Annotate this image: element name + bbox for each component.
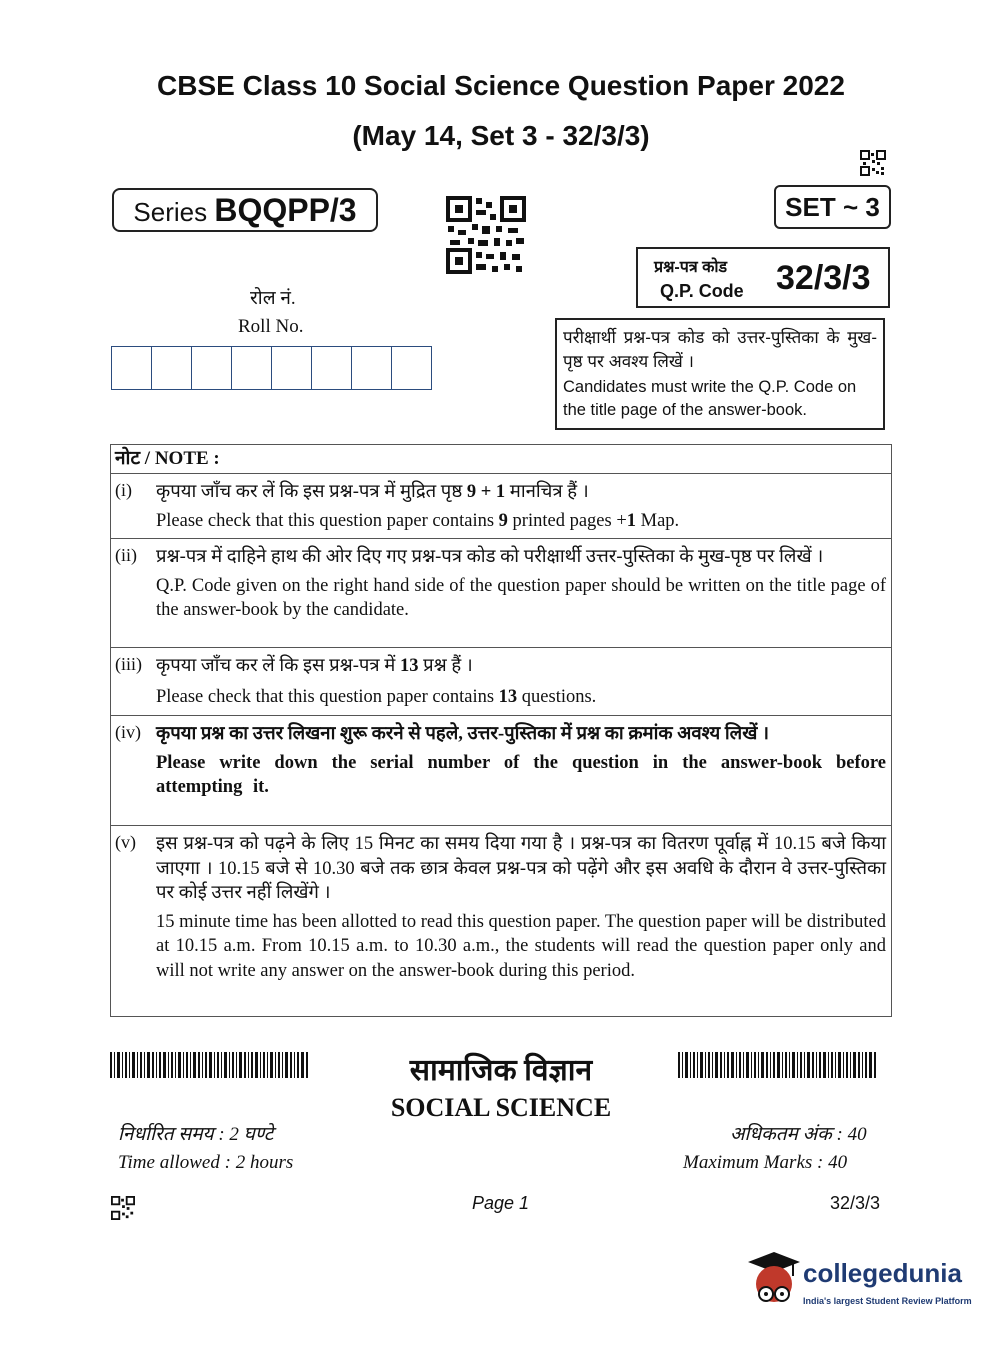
page-number: Page 1 <box>472 1193 530 1213</box>
note-text: Please write down the serial number of the question in the answer-book before attempting it. <box>156 752 886 797</box>
qp-code-label-hindi: प्रश्न-पत्र कोड <box>654 259 728 276</box>
roll-label-hindi: रोल नं. <box>250 288 296 309</box>
note-item <box>111 826 891 1016</box>
note-text-part: 9 <box>498 510 508 531</box>
note-text-hindi: प्रश्न-पत्र में दाहिने हाथ की ओर दिए गए प्रश्न-पत्र कोड को परीक्षार्थी उत्तर-पुस्तिका के मुख-पृष्ठ पर लिखें । <box>156 547 824 567</box>
note-text <box>156 509 886 534</box>
note-item <box>111 716 891 826</box>
page-title: CBSE Class 10 Social Science Question Paper 2022 <box>157 70 845 101</box>
collegedunia-mascot-icon <box>744 1250 802 1310</box>
subject-title: SOCIAL SCIENCE <box>390 1093 612 1122</box>
roll-digit-box[interactable] <box>392 347 431 389</box>
roll-digit-box[interactable] <box>192 347 232 389</box>
roll-digit-box[interactable] <box>272 347 312 389</box>
note-text <box>156 685 886 710</box>
time-allowed: Time allowed : 2 hours <box>118 1152 294 1173</box>
page-subtitle: (May 14, Set 3 - 32/3/3) <box>352 120 650 151</box>
note-number: (iii) <box>115 654 142 674</box>
qp-code-value: 32/3/3 <box>776 259 871 297</box>
roll-number-grid[interactable] <box>111 346 432 390</box>
roll-label: Roll No. <box>238 316 304 337</box>
note-text-part: printed pages + <box>507 510 627 531</box>
footer-qp-code: 32/3/3 <box>830 1193 881 1213</box>
note-text-part: Please check that this question paper contains <box>156 510 499 531</box>
note-item <box>111 539 891 648</box>
subject-title-hindi: सामाजिक विज्ञान <box>409 1054 593 1087</box>
series-prefix: Series <box>133 197 215 227</box>
note-text-part: questions. <box>517 686 597 707</box>
note-text-part: 13 <box>498 686 518 707</box>
note-text-part: कृपया जाँच कर लें कि इस प्रश्न-पत्र में <box>156 656 400 676</box>
series-box <box>112 188 378 232</box>
roll-digit-box[interactable] <box>232 347 272 389</box>
candidate-instruction-hindi: परीक्षार्थी प्रश्न-पत्र कोड को उत्तर-पुस्तिका के मुख-पृष्ठ पर अवश्य लिखें । <box>563 328 877 371</box>
note-number: (ii) <box>115 545 137 565</box>
note-item <box>111 474 891 539</box>
note-text-part: 1 <box>626 510 637 531</box>
qp-code-label: Q.P. Code <box>660 281 744 301</box>
note-text-part: Please check that this question paper contains <box>156 686 499 707</box>
note-text-hindi <box>156 480 886 505</box>
brand-tagline: India's largest Student Review Platform <box>803 1296 972 1306</box>
roll-digit-box[interactable] <box>312 347 352 389</box>
roll-digit-box[interactable] <box>112 347 152 389</box>
note-text-part: कृपया जाँच कर लें कि इस प्रश्न-पत्र में मुद्रित पृष्ठ <box>156 482 467 502</box>
brand-name: collegedunia <box>803 1258 962 1288</box>
note-text-part: Map. <box>636 510 680 531</box>
note-text-part: 13 <box>399 656 419 676</box>
note-text-hindi: इस प्रश्न-पत्र को पढ़ने के लिए 15 मिनट का समय दिया गया है । प्रश्न-पत्र का वितरण पूर्वाह्न में 10.15 बजे किया जाएगा । 10.15 बजे से 10.30 बजे तक छात्र केवल प्रश्न-पत्र को पढ़ेंगे और इस अवधि के दौरान वे उत्तर-पुस्तिका पर कोई उत्तर नहीं लिखेंगे । <box>156 834 886 903</box>
note-heading: नोट / NOTE : <box>111 445 891 474</box>
note-text-hindi: कृपया प्रश्न का उत्तर लिखना शुरू करने से पहले, उत्तर-पुस्तिका में प्रश्न का क्रमांक अवश्य लिखें । <box>156 724 769 744</box>
max-marks-hindi: अधिकतम अंक : 40 <box>730 1124 867 1145</box>
candidate-instruction: Candidates must write the Q.P. Code on the title page of the answer-book. <box>563 378 857 419</box>
note-text: 15 minute time has been allotted to read this question paper. The question paper will be distributed at 10.15 a.m. From 10.15 a.m. to 10.30 a.m., the students will read the question paper only and will not write any answer on the answer-book during this period. <box>156 911 886 981</box>
series-code: BQQPP/3 <box>214 192 357 228</box>
note-number: (i) <box>115 480 132 500</box>
max-marks: Maximum Marks : 40 <box>683 1152 848 1173</box>
note-text-part: मानचित्र हैं । <box>505 482 589 502</box>
qr-code-icon <box>446 196 526 274</box>
note-text-part: 9 + 1 <box>466 482 506 502</box>
set-badge: SET ~ 3 <box>774 185 891 229</box>
note-item <box>111 648 891 716</box>
note-number: (iv) <box>115 722 141 742</box>
note-number: (v) <box>115 832 136 852</box>
note-text: Q.P. Code given on the right hand side of the question paper should be written on the title page of the answer-book by the candidate. <box>156 575 886 620</box>
note-text-hindi <box>156 654 886 679</box>
note-text-part: प्रश्न हैं । <box>418 656 473 676</box>
time-allowed-hindi: निर्धारित समय : 2 घण्टे <box>118 1124 274 1145</box>
qr-code-icon <box>111 1196 135 1220</box>
qr-code-icon <box>860 150 886 176</box>
roll-digit-box[interactable] <box>152 347 192 389</box>
qp-code-box <box>636 247 890 308</box>
roll-digit-box[interactable] <box>352 347 392 389</box>
note-table <box>110 444 892 1017</box>
candidate-instruction-box <box>555 318 885 430</box>
